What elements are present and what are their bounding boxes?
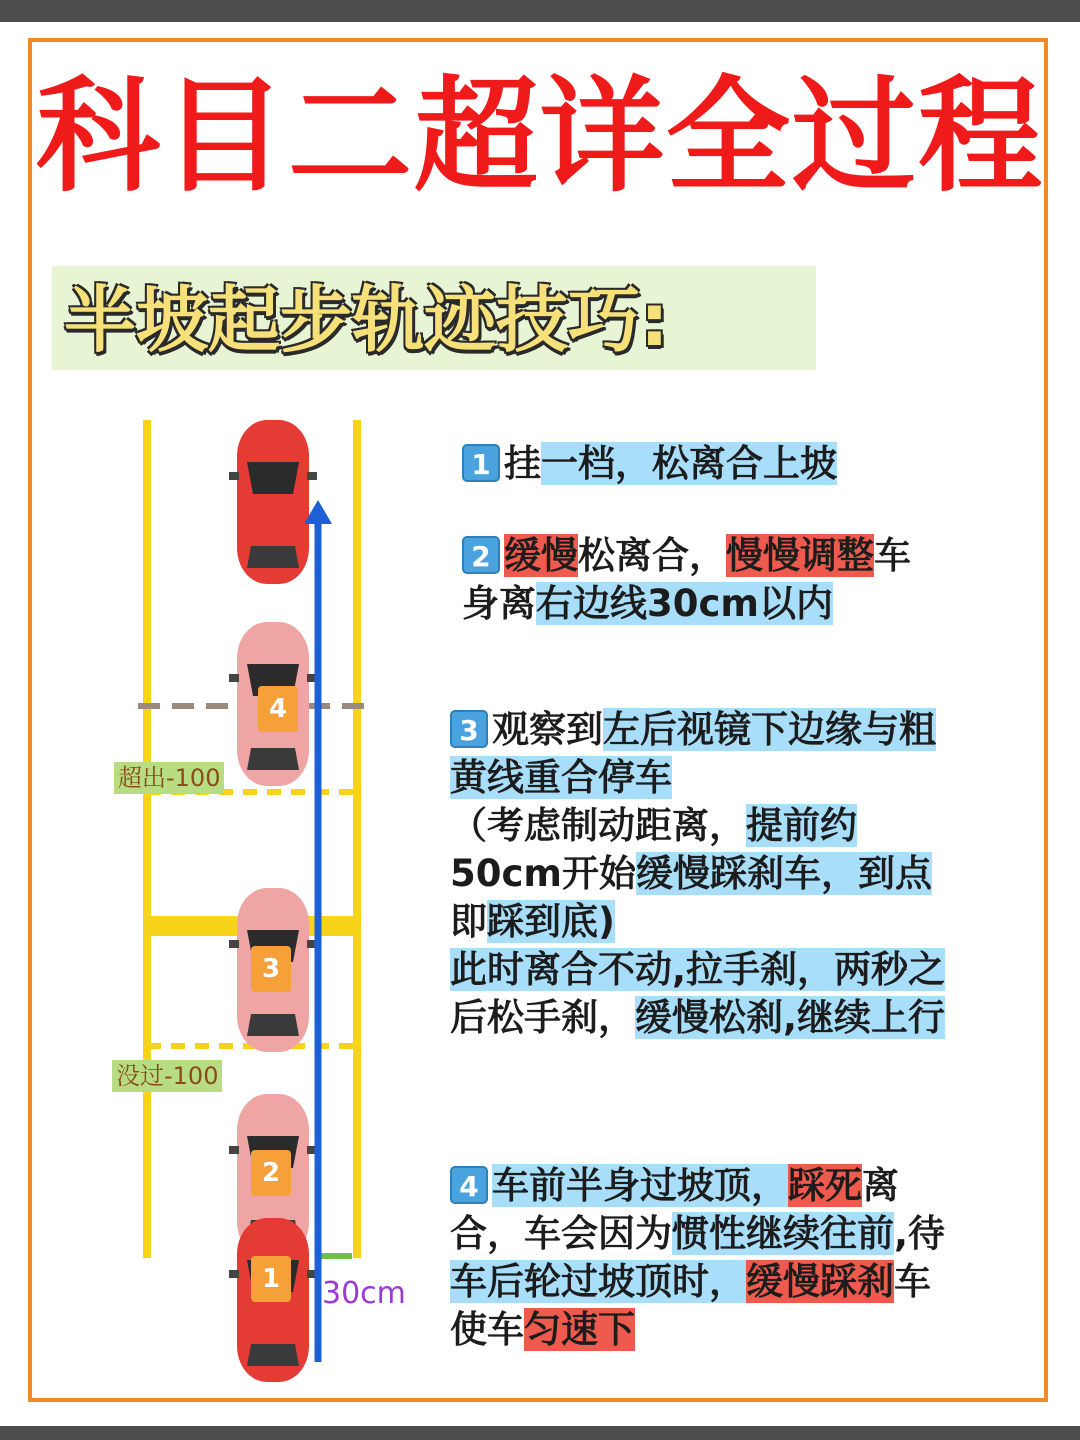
step-text-segment: 踩死	[788, 1164, 862, 1207]
step-line	[450, 1258, 945, 1306]
step-text-segment: 身离	[462, 582, 536, 625]
step-text-segment: 挂	[504, 442, 541, 485]
step-text-segment: 右边线30cm以内	[536, 582, 833, 625]
step-text-segment: 车前半身过坡顶，	[492, 1164, 788, 1207]
step-text-segment: 即	[450, 900, 487, 943]
step-text-segment: 两秒之	[834, 948, 946, 991]
step-line	[462, 580, 911, 628]
step-text-segment: 离	[862, 1164, 899, 1207]
step-text-segment: 左后视镜下边缘与粗	[603, 708, 936, 751]
step-line	[450, 754, 945, 802]
step-text-segment: 后松手刹，	[450, 996, 635, 1039]
step-line	[450, 802, 945, 850]
step-2-text	[462, 532, 911, 628]
step-text-segment: 50cm开始	[450, 852, 636, 895]
step-line	[462, 532, 911, 580]
step-text-segment: 车后轮过坡顶时，	[450, 1260, 746, 1303]
step-number-icon: 1	[462, 444, 500, 482]
step-line	[450, 1162, 945, 1210]
step-text-segment: 观察到	[492, 708, 603, 751]
step-line	[450, 1306, 945, 1354]
step-line	[450, 1210, 945, 1258]
step-number-icon: 4	[450, 1166, 488, 1204]
step-text-segment: 车	[874, 534, 911, 577]
page-subtitle: 半坡起步轨迹技巧:	[64, 278, 669, 362]
car-number-1: 1	[251, 1256, 291, 1302]
step-text-segment: 此时离合不动,拉手刹，	[450, 948, 835, 991]
step-text-segment: 踩到底)	[487, 900, 615, 943]
step-text-segment: 缓慢踩刹	[746, 1260, 894, 1303]
step-line	[450, 994, 945, 1042]
car-number-4: 4	[258, 686, 298, 732]
over-limit-tag: 超出-100	[114, 762, 224, 794]
step-number-icon: 3	[450, 710, 488, 748]
step-text-segment: 慢慢调整	[726, 534, 874, 577]
car-top	[229, 420, 317, 584]
car-number-3: 3	[251, 946, 291, 992]
step-text-segment: 车	[894, 1260, 931, 1303]
bottom-bar	[0, 1426, 1080, 1440]
step-line	[450, 898, 945, 946]
page-title: 科目二超详全过程	[35, 65, 1044, 209]
step-text-segment: 黄线重合停车	[450, 756, 672, 799]
step-line	[462, 440, 837, 488]
car-number-2: 2	[251, 1150, 291, 1196]
short-limit-tag: 没过-100	[112, 1060, 222, 1092]
step-text-segment: 使车	[450, 1308, 524, 1351]
step-3-text	[450, 706, 945, 1042]
step-text-segment: 惯性继续往前	[672, 1212, 894, 1255]
step-line	[450, 706, 945, 754]
step-text-segment: 提前约	[746, 804, 857, 847]
step-4-text	[450, 1162, 945, 1354]
step-text-segment: 缓慢踩刹车，到点	[635, 852, 932, 895]
distance-label: 30cm	[322, 1276, 406, 1311]
step-line	[450, 946, 945, 994]
step-text-segment: （考虑制动距离，	[450, 804, 746, 847]
step-number-icon: 2	[462, 536, 500, 574]
step-text-segment: 缓慢	[504, 534, 578, 577]
step-text-segment: 缓慢松刹,继续上行	[635, 996, 946, 1039]
step-text-segment: 匀速下	[524, 1308, 635, 1351]
step-text-segment: 松离合，	[578, 534, 726, 577]
step-1-text	[462, 440, 837, 488]
step-line	[450, 850, 945, 898]
step-text-segment: ,待	[894, 1212, 946, 1255]
step-text-segment: 一档，松离合上坡	[541, 442, 837, 485]
step-text-segment: 合，车会因为	[450, 1212, 672, 1255]
